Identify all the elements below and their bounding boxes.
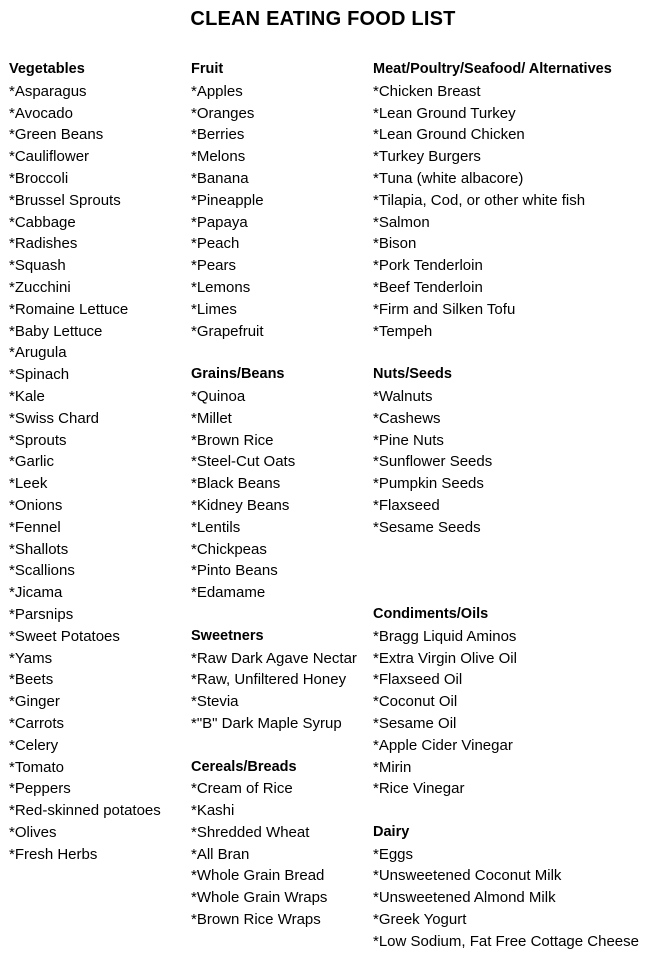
food-item: *Papaya [191,213,248,231]
food-item: *Ginger [9,693,60,711]
food-item: *Squash [9,257,66,275]
page-title: CLEAN EATING FOOD LIST [190,8,456,30]
food-item: *Chickpeas [191,540,267,558]
food-item: *Pineapple [191,191,264,209]
food-item: *Romaine Lettuce [9,300,129,318]
food-item: *Kidney Beans [191,496,290,514]
food-item: *Baby Lettuce [9,322,103,340]
food-item: *All Bran [191,845,250,863]
food-item: *Parsnips [9,605,74,623]
food-item: *Olives [9,823,57,841]
food-item: *Cream of Rice [191,780,293,798]
food-item: *Garlic [9,453,55,471]
food-section [373,604,646,800]
food-item: *Brussel Sprouts [9,191,121,209]
section-heading: Vegetables [9,61,85,77]
food-item: *Greek Yogurt [373,911,467,929]
food-item: *Beets [9,671,54,689]
food-item: *Whole Grain Bread [191,867,325,885]
food-item: *Onions [9,496,63,514]
food-item: *Limes [191,300,237,318]
food-item: *Lean Ground Chicken [373,126,525,144]
food-item: *Edamame [191,584,266,602]
food-item: *Kale [9,387,45,405]
section-heading: Cereals/Breads [191,758,297,775]
food-item: *Salmon [373,213,430,231]
food-item: *Pumpkin Seeds [373,475,484,493]
column-2 [191,59,369,953]
food-item: *Raw Dark Agave Nectar [191,649,357,667]
food-item: *Spinach [9,366,70,384]
food-section [191,626,369,735]
food-item: *Red-skinned potatoes [9,802,161,820]
food-item: *Cashews [373,409,441,427]
food-item: *Whole Grain Wraps [191,889,328,907]
food-section [191,757,369,931]
food-item: *Chicken Breast [373,82,481,100]
food-item: *Steel-Cut Oats [191,453,296,471]
food-item: *Green Beans [9,126,104,144]
food-item: *Tuna (white albacore) [373,169,524,187]
food-item: *Asparagus [9,82,87,100]
food-item: *Firm and Silken Tofu [373,300,516,318]
food-section [191,364,369,604]
food-item: *Scallions [9,562,75,580]
food-item: *Tilapia, Cod, or other white fish [373,191,586,209]
food-item: *Melons [191,148,246,166]
food-item: *Turkey Burgers [373,148,481,166]
food-item: *"B" Dark Maple Syrup [191,714,342,732]
food-section [373,364,646,538]
section-heading: Meat/Poultry/Seafood/ Alternatives [373,61,612,77]
food-item: *Low Sodium, Fat Free Cottage Cheese [373,932,639,950]
food-item: *Pork Tenderloin [373,257,483,275]
food-item: *Avocado [9,104,73,122]
section-heading: Sweetners [191,627,264,644]
food-item: *Peppers [9,780,71,798]
food-item: *Kashi [191,802,235,820]
food-item: *Walnuts [373,387,433,405]
food-item: *Sprouts [9,431,67,449]
food-item: *Sesame Seeds [373,518,481,536]
food-item: *Lemons [191,278,251,296]
food-item: *Fennel [9,518,61,536]
food-item: *Broccoli [9,169,69,187]
food-item: *Unsweetened Coconut Milk [373,867,562,885]
spacer [373,582,646,604]
food-item: *Peach [191,235,240,253]
food-item: *Raw, Unfiltered Honey [191,671,347,689]
section-heading: Fruit [191,61,224,77]
food-item: *Pears [191,257,237,275]
food-item: *Sweet Potatoes [9,627,120,645]
column-1 [9,59,184,887]
food-item: *Banana [191,169,249,187]
food-item: *Unsweetened Almond Milk [373,889,556,907]
food-item: *Sunflower Seeds [373,453,493,471]
food-item: *Eggs [373,845,414,863]
food-item: *Rice Vinegar [373,780,465,798]
food-item: *Flaxseed [373,496,440,514]
food-item: *Yams [9,649,53,667]
food-item: *Radishes [9,235,78,253]
food-item: *Cabbage [9,213,76,231]
food-item: *Bragg Liquid Aminos [373,627,517,645]
food-item: *Jicama [9,584,63,602]
food-item: *Pinto Beans [191,562,278,580]
food-item: *Zucchini [9,278,71,296]
food-section [373,822,646,953]
food-item: *Beef Tenderloin [373,278,483,296]
food-item: *Extra Virgin Olive Oil [373,649,517,667]
food-section [373,59,646,342]
section-heading: Dairy [373,823,410,840]
food-item: *Cauliflower [9,148,90,166]
food-item: *Apples [191,82,243,100]
food-item: *Lentils [191,518,241,536]
food-item: *Black Beans [191,475,281,493]
food-item: *Bison [373,235,417,253]
section-heading: Grains/Beans [191,366,285,383]
food-section [9,59,184,865]
food-item: *Stevia [191,693,239,711]
section-heading: Condiments/Oils [373,605,489,622]
food-item: *Brown Rice Wraps [191,911,321,929]
food-item: *Shallots [9,540,69,558]
food-item: *Quinoa [191,387,246,405]
food-section [191,59,369,342]
food-item: *Grapefruit [191,322,264,340]
food-item: *Millet [191,409,232,427]
food-item: *Coconut Oil [373,693,458,711]
food-item: *Swiss Chard [9,409,100,427]
spacer [373,560,646,582]
food-item: *Pine Nuts [373,431,444,449]
food-item: *Tomato [9,758,65,776]
food-item: *Oranges [191,104,255,122]
food-item: *Fresh Herbs [9,845,98,863]
food-item: *Carrots [9,714,65,732]
food-item: *Berries [191,126,245,144]
food-item: *Flaxseed Oil [373,671,463,689]
food-item: *Shredded Wheat [191,823,310,841]
food-item: *Apple Cider Vinegar [373,736,513,754]
column-3 [373,59,646,974]
food-item: *Arugula [9,344,67,362]
food-item: *Lean Ground Turkey [373,104,516,122]
food-item: *Leek [9,475,48,493]
section-heading: Nuts/Seeds [373,366,452,383]
food-item: *Sesame Oil [373,714,457,732]
food-item: *Tempeh [373,322,433,340]
food-item: *Mirin [373,758,412,776]
food-item: *Celery [9,736,59,754]
food-item: *Brown Rice [191,431,274,449]
